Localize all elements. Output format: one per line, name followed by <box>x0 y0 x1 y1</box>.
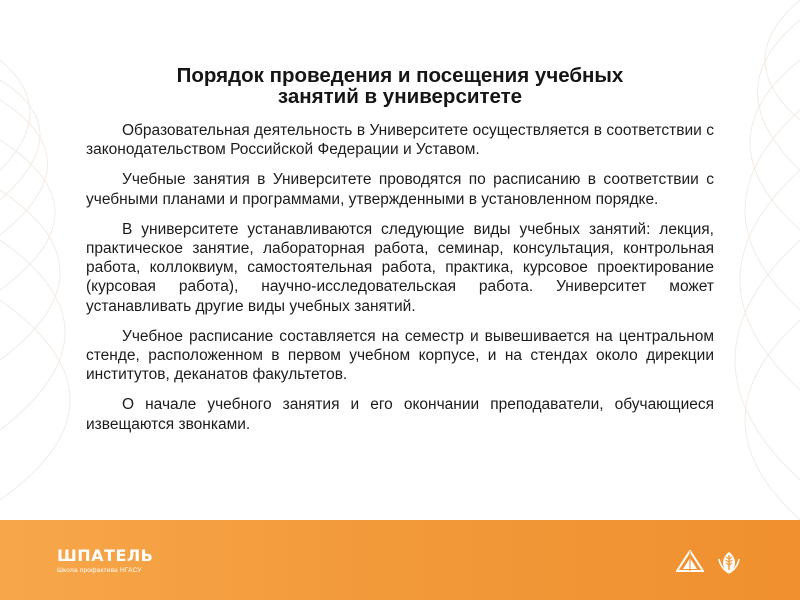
slide-body <box>86 121 714 445</box>
pyramid-logo-icon <box>676 550 704 574</box>
paragraph-2: Учебные занятия в Университете проводятся по расписанию в соответствии с учебными планами и программами, утвержденными в установленном порядке. <box>86 171 714 208</box>
paragraph-5: О начале учебного занятия и его окончании преподаватели, обучающиеся извещаются звонками. <box>86 396 714 433</box>
paragraph-4: Учебное расписание составляется на семестр и вывешивается на центральном стенде, расположенном в первом учебном корпусе, и на стендах около дирекции институтов, деканатов факультетов. <box>86 327 714 384</box>
brand-name: ШПАТЕЛЬ <box>57 546 154 565</box>
slide-title <box>90 65 710 107</box>
wheat-emblem-icon <box>716 550 742 574</box>
paragraph-3: В университете устанавливаются следующие виды учебных занятий: лекция, практическое занятие, лабораторная работа, семинар, консультация, контрольная работа, коллоквиум, самостоятельная работа, практика, курсовое проектирование (курсовая работа), научно-исследовательская работа. Университет может устанавливать другие виды учебных занятий. <box>86 220 714 315</box>
brand-logo <box>57 548 153 575</box>
slide-title-line-2: занятий в университете <box>277 85 523 108</box>
brand-subtitle: Школа профактива НГАСУ <box>57 567 142 574</box>
footer-bar <box>0 520 800 600</box>
slide-title-line-1: Порядок проведения и посещения учебных <box>176 64 624 87</box>
paragraph-1: Образовательная деятельность в Университете осуществляется в соответствии с законодательством Российской Федерации и Уставом. <box>86 122 714 159</box>
